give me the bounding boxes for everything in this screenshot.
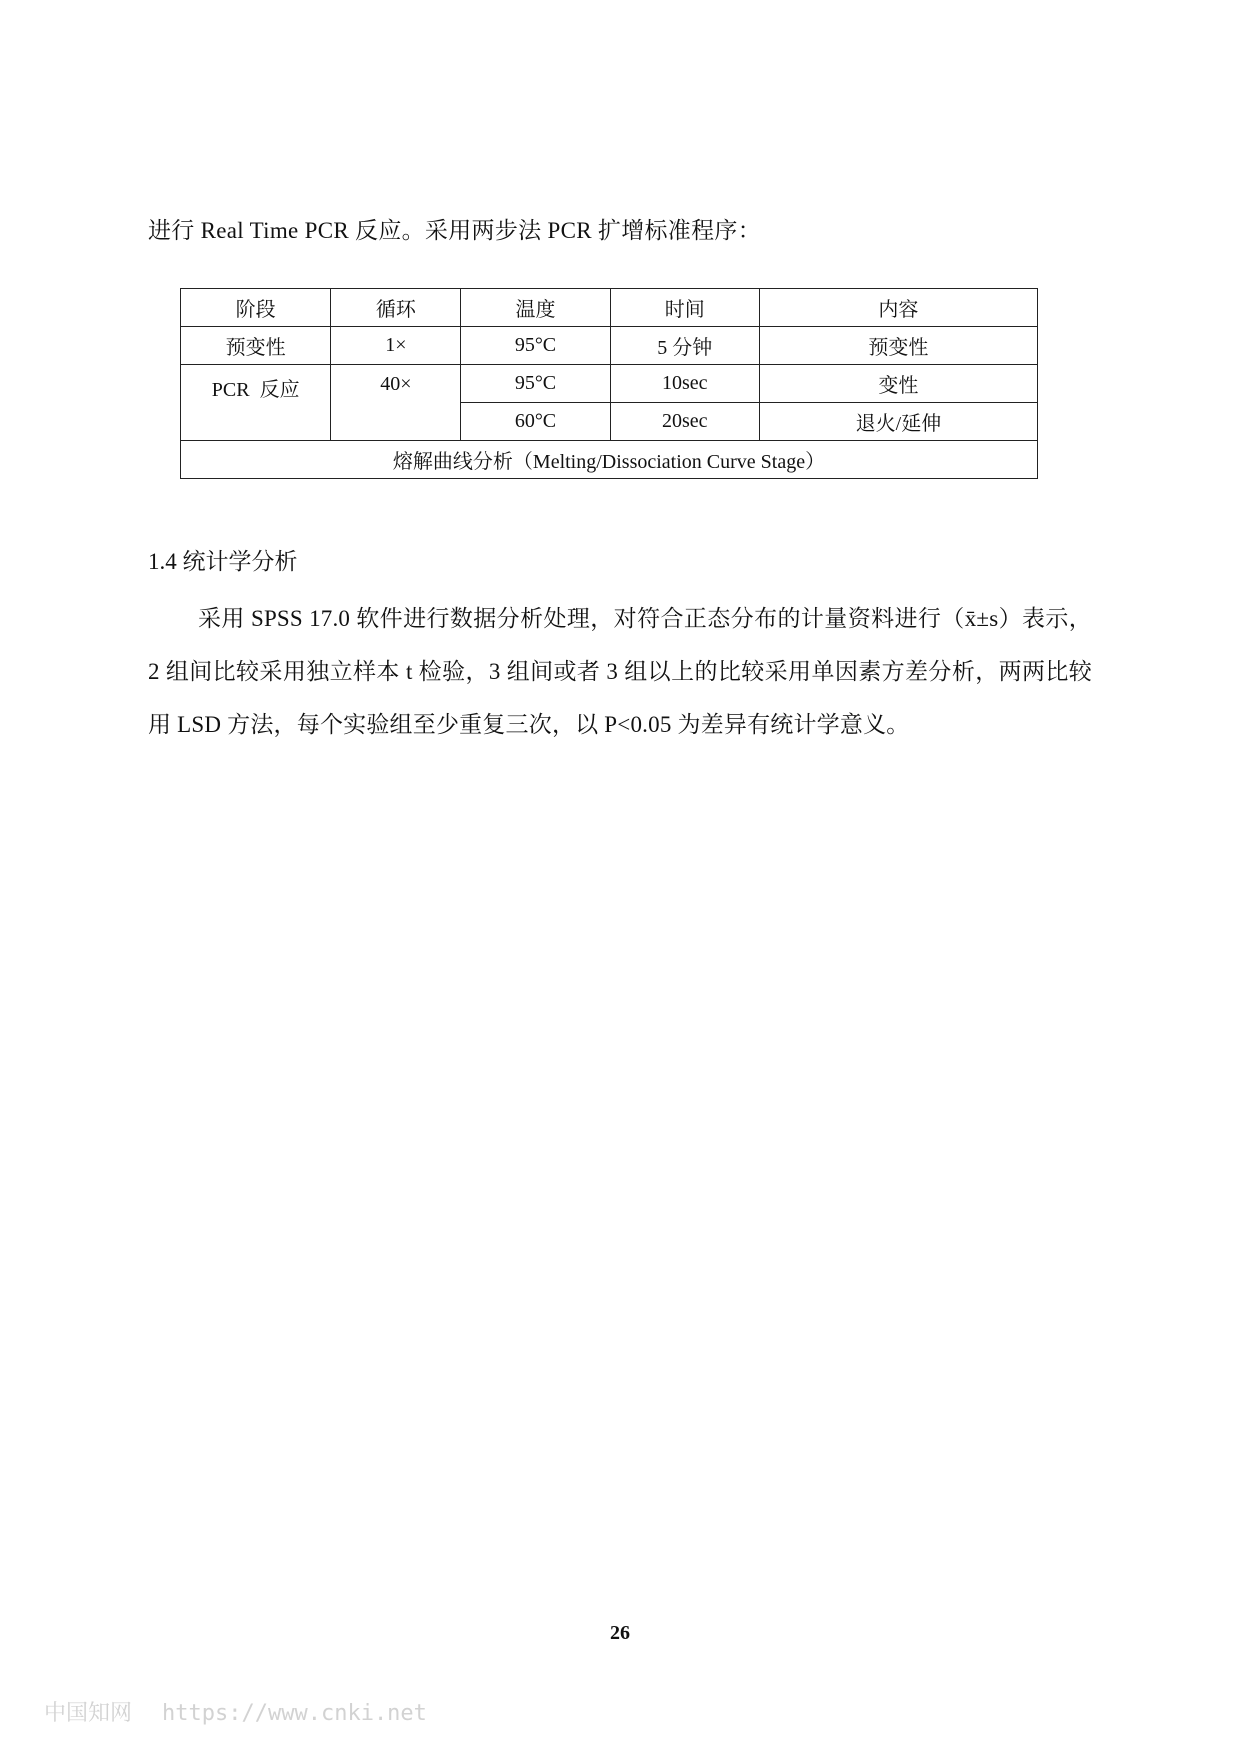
header-stage: 阶段 (181, 289, 331, 327)
header-time: 时间 (610, 289, 759, 327)
cell-stage: PCR 反应 (181, 365, 331, 441)
watermark-url: https://www.cnki.net (162, 1701, 427, 1726)
table-row (181, 327, 1038, 365)
cnki-watermark (44, 1696, 427, 1727)
cell-cycles: 1× (331, 327, 461, 365)
melting-curve-cell: 熔解曲线分析（Melting/Dissociation Curve Stage） (181, 441, 1038, 479)
watermark-brand: 中国知网 (44, 1701, 133, 1726)
cell-time: 5 分钟 (610, 327, 759, 365)
cell-cycles: 40× (331, 365, 461, 441)
cell-temperature: 60°C (461, 403, 610, 441)
pcr-program-table (180, 288, 1038, 479)
cell-content: 退火/延伸 (759, 403, 1037, 441)
page-number: 26 (610, 1622, 630, 1644)
table-header-row (181, 289, 1038, 327)
cell-stage: 预变性 (181, 327, 331, 365)
statistics-paragraph: 采用 SPSS 17.0 软件进行数据分析处理，对符合正态分布的计量资料进行（x̄±s）表示，2 组间比较采用独立样本 t 检验，3 组间或者 3 组以上的比较采用单因素方差分析，两两比较用 LSD 方法，每个实验组至少重复三次，以 P<0.05 为差异有统计学意义。 (148, 606, 1092, 737)
cell-time: 20sec (610, 403, 759, 441)
intro-text: 进行 Real Time PCR 反应。采用两步法 PCR 扩增标准程序： (148, 218, 762, 243)
cell-content: 预变性 (759, 327, 1037, 365)
cell-temperature: 95°C (461, 327, 610, 365)
header-cycles: 循环 (331, 289, 461, 327)
header-content: 内容 (759, 289, 1037, 327)
cell-content: 变性 (759, 365, 1037, 403)
section-heading: 1.4 统计学分析 (148, 549, 298, 574)
table-row (181, 365, 1038, 403)
cell-temperature: 95°C (461, 365, 610, 403)
table-footer-row (181, 441, 1038, 479)
cell-time: 10sec (610, 365, 759, 403)
header-temperature: 温度 (461, 289, 610, 327)
